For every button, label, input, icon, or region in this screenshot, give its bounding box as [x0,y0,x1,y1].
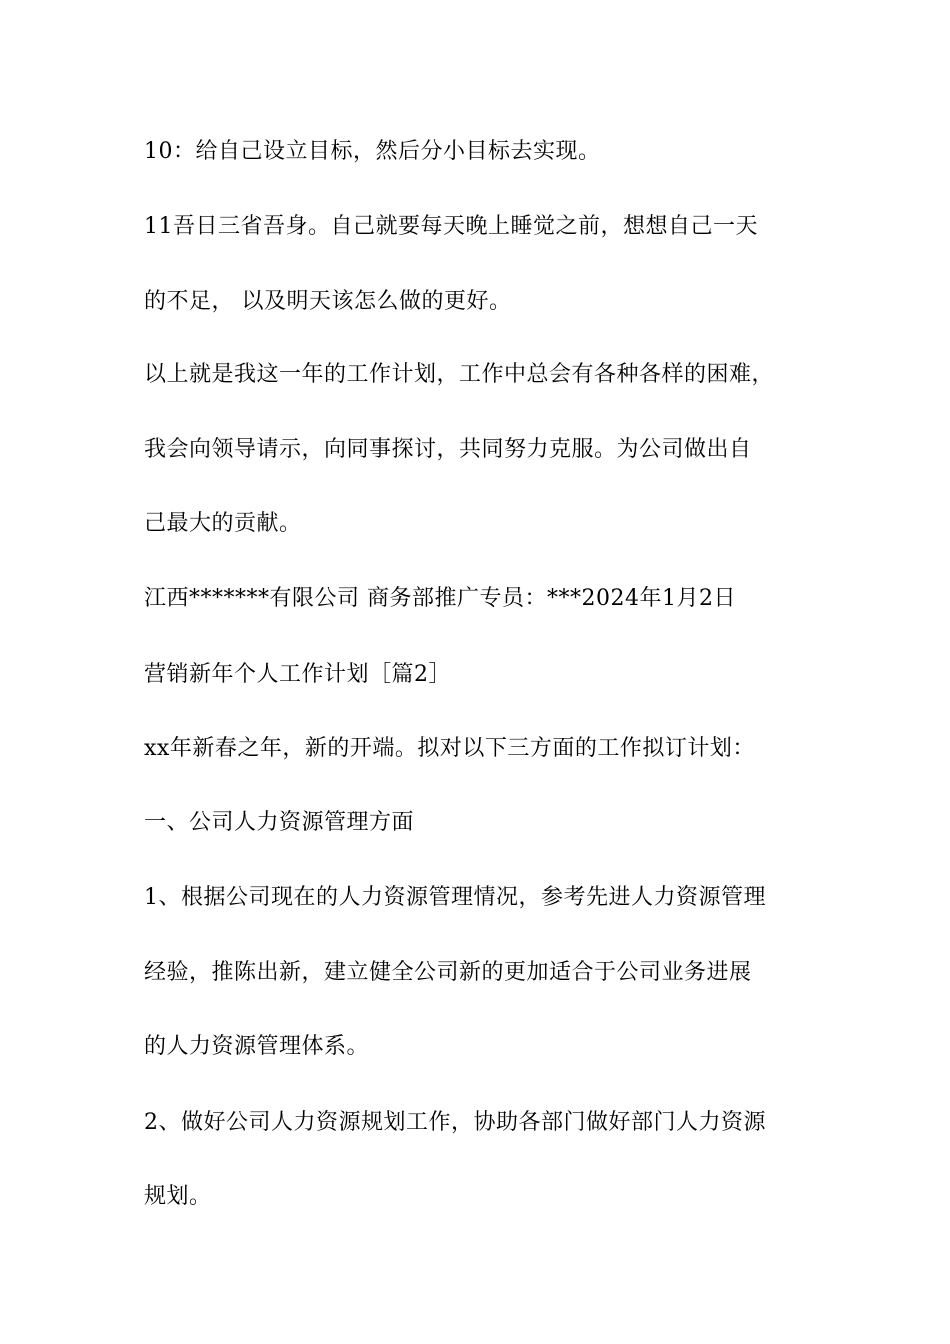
section-heading: 营销新年个人工作计划［篇2］ [144,662,451,687]
text-line: xx年新春之年，新的开端。拟对以下三方面的工作拟订计划： [144,736,755,761]
text-line: 11吾日三省吾身。自己就要每天晚上睡觉之前，想想自己一天 [144,214,758,239]
text-line: 10：给自己设立目标，然后分小目标去实现。 [144,139,601,164]
text-line: 以上就是我这一年的工作计划，工作中总会有各种各样的困难， [144,362,775,387]
text-line: 己最大的贡献。 [144,511,302,536]
subsection-heading: 一、公司人力资源管理方面 [144,810,415,835]
text-line: 的人力资源管理体系。 [144,1034,370,1059]
text-line: 规划。 [144,1184,212,1209]
text-line: 我会向领导请示，向同事探讨，共同努力克服。为公司做出自 [144,437,752,462]
text-line: 2、做好公司人力资源规划工作，协助各部门做好部门人力资源 [144,1110,766,1135]
text-line: 经验，推陈出新，建立健全公司新的更加适合于公司业务进展 [144,960,752,985]
text-line: 1、根据公司现在的人力资源管理情况，参考先进人力资源管理 [144,885,766,910]
text-line: 的不足， 以及明天该怎么做的更好。 [144,289,512,314]
signature-line: 江西*******有限公司 商务部推广专员：***2024年1月2日 [144,586,736,611]
